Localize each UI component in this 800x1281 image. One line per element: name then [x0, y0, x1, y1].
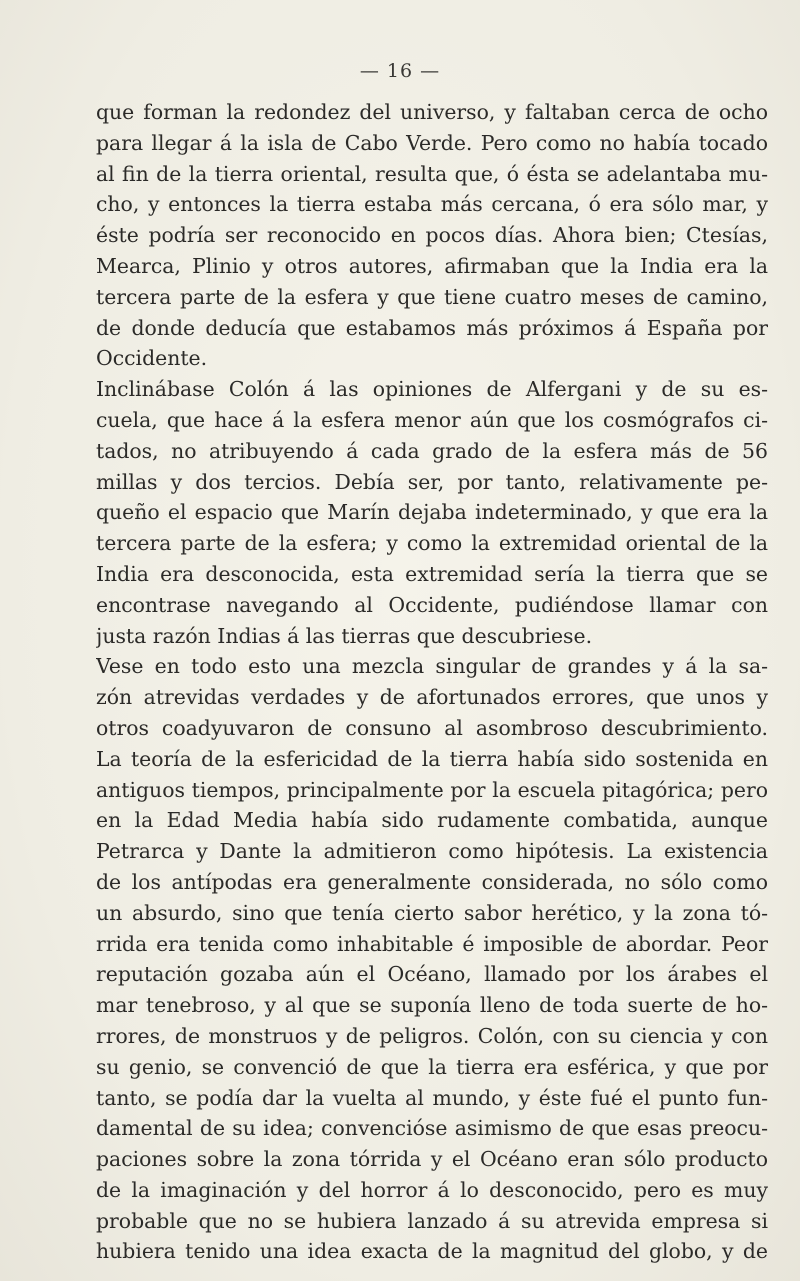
text-line: éste podría ser reconocido en pocos días. Ahora bien; Ctesías,	[96, 223, 768, 248]
text-line: encontrase navegando al Occidente, pudiéndose llamar con	[96, 592, 768, 617]
text-line: rrida era tenida como inhabitable é imposible de abordar. Peor	[96, 931, 768, 956]
text-line: tercera parte de la esfera; y como la extremidad oriental de la	[96, 531, 768, 556]
text-line: Inclinábase Colón á las opiniones de Alfergani y de su es-	[96, 377, 768, 402]
text-line: cho, y entonces la tierra estaba más cercana, ó era sólo mar, y	[96, 192, 768, 217]
text-line: mar tenebroso, y al que se suponía lleno de toda suerte de ho-	[96, 993, 768, 1018]
text-line: que forman la redondez del universo, y faltaban cerca de ocho	[96, 100, 768, 124]
text-line: hubiera tenido una idea exacta de la magnitud del globo, y de	[96, 1239, 768, 1264]
text-line: al fin de la tierra oriental, resulta que, ó ésta se adelantaba mu-	[96, 161, 768, 186]
text-line: para llegar á la isla de Cabo Verde. Pero como no había tocado	[96, 130, 768, 155]
text-line: su genio, se convenció de que la tierra era esférica, y que por	[96, 1054, 768, 1079]
text-line: de la imaginación y del horror á lo desconocido, pero es muy	[96, 1177, 768, 1202]
text-line: rrores, de monstruos y de peligros. Colón, con su ciencia y con	[96, 1023, 768, 1048]
text-line: India era desconocida, esta extremidad sería la tierra que se	[96, 561, 768, 586]
text-line: un absurdo, sino que tenía cierto sabor herético, y la zona tó-	[96, 900, 768, 925]
text-line: justa razón Indias á las tierras que descubriese.	[96, 623, 593, 648]
text-line: tados, no atribuyendo á cada grado de la esfera más de 56	[96, 438, 768, 463]
text-line: Occidente.	[96, 346, 208, 371]
text-line: paciones sobre la zona tórrida y el Océano eran sólo producto	[96, 1147, 768, 1172]
text-line: damental de su idea; convencióse asimismo de que esas preocu-	[96, 1116, 768, 1141]
text-line: millas y dos tercios. Debía ser, por tanto, relativamente pe-	[96, 469, 768, 494]
page-number: — 16 —	[359, 60, 441, 82]
text-line: tanto, se podía dar la vuelta al mundo, y éste fué el punto fun-	[96, 1085, 768, 1110]
text-line: tercera parte de la esfera y que tiene cuatro meses de camino,	[96, 284, 768, 309]
text-line: Petrarca y Dante la admitieron como hipótesis. La existencia	[96, 839, 768, 864]
body-text	[96, 97, 768, 1267]
text-line: Mearca, Plinio y otros autores, afirmaban que la India era la	[96, 253, 768, 278]
text-line: probable que no se hubiera lanzado á su atrevida empresa si	[96, 1208, 768, 1233]
text-line: de donde deducía que estabamos más próximos á España por	[96, 315, 768, 340]
text-line: queño el espacio que Marín dejaba indeterminado, y que era la	[96, 500, 768, 525]
text-line: antiguos tiempos, principalmente por la escuela pitagórica; pero	[96, 777, 768, 802]
text-line: La teoría de la esfericidad de la tierra había sido sostenida en	[96, 746, 768, 771]
text-line: de los antípodas era generalmente considerada, no sólo como	[96, 869, 768, 894]
text-line: cuela, que hace á la esfera menor aún que los cosmógrafos ci-	[96, 407, 768, 432]
text-line: otros coadyuvaron de consuno al asombroso descubrimiento.	[96, 715, 768, 740]
text-line: en la Edad Media había sido rudamente combatida, aunque	[96, 808, 768, 833]
text-line: Vese en todo esto una mezcla singular de grandes y á la sa-	[96, 654, 768, 679]
text-line: reputación gozaba aún el Océano, llamado por los árabes el	[96, 962, 768, 987]
text-line: zón atrevidas verdades y de afortunados errores, que unos y	[96, 685, 768, 710]
